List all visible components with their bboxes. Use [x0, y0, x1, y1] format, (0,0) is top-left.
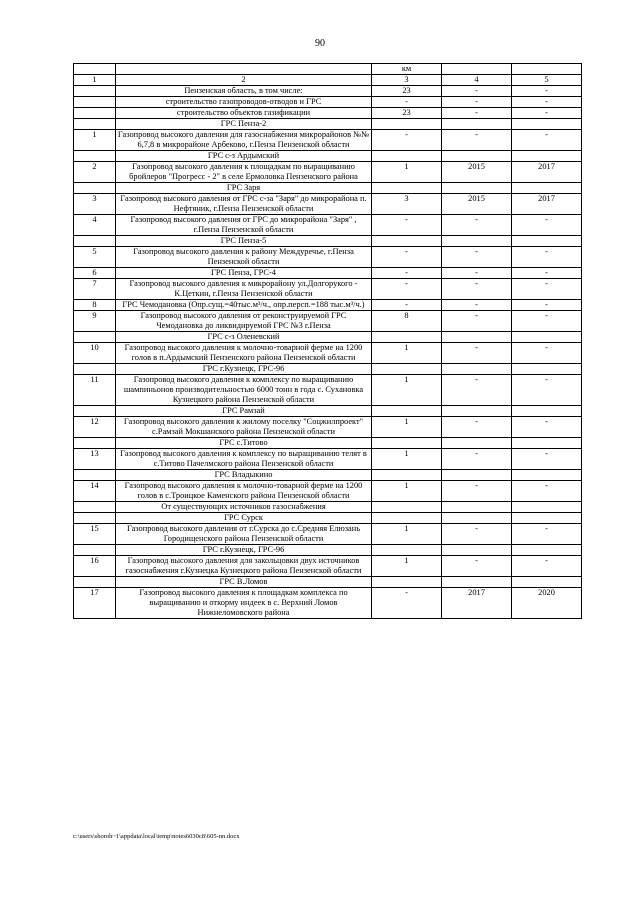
start-year: -	[442, 268, 512, 279]
length-km: -	[372, 268, 442, 279]
row-number	[74, 108, 116, 119]
start-year: -	[442, 524, 512, 545]
start-year: -	[442, 130, 512, 151]
section-title: ГРС с-з Оленевский	[116, 332, 372, 343]
table-row	[74, 247, 582, 268]
length-km: -	[372, 130, 442, 151]
object-name: Газопровод высокого давления для закольцовки двух источников газоснабжения г.Кузнецка Кузнецкого района Пензенской области	[116, 556, 372, 577]
end-year: -	[512, 86, 582, 97]
section-header-row	[74, 545, 582, 556]
end-year: -	[512, 417, 582, 438]
row-number: 10	[74, 343, 116, 364]
object-name: Газопровод высокого давления к жилому поселку "Соцжилпроект" с.Рамзай Мокшанского района Пензенской области	[116, 417, 372, 438]
end-year: -	[512, 108, 582, 119]
row-number: 6	[74, 268, 116, 279]
start-year: -	[442, 556, 512, 577]
table-row	[74, 343, 582, 364]
section-header-row	[74, 513, 582, 524]
table-row	[74, 97, 582, 108]
section-title: ГРС Пенза-2	[116, 119, 372, 130]
colnum-1: 1	[74, 75, 116, 86]
table-row	[74, 130, 582, 151]
row-number: 11	[74, 375, 116, 406]
section-header-row	[74, 470, 582, 481]
table-body	[74, 64, 582, 619]
row-number: 5	[74, 247, 116, 268]
start-year: -	[442, 343, 512, 364]
section-title: ГРС Владыкино	[116, 470, 372, 481]
section-title: ГРС Пенза-5	[116, 236, 372, 247]
table-row	[74, 279, 582, 300]
length-km: 3	[372, 194, 442, 215]
length-km: 23	[372, 108, 442, 119]
length-km: 1	[372, 417, 442, 438]
end-year: -	[512, 343, 582, 364]
table-row	[74, 588, 582, 619]
unit-header-row	[74, 64, 582, 75]
start-year: -	[442, 449, 512, 470]
object-name: Газопровод высокого давления от реконструируемой ГРС Чемодановка до ликвидируемой ГРС №3 г.Пенза	[116, 311, 372, 332]
start-year: 2015	[442, 194, 512, 215]
unit-cell: км	[372, 64, 442, 75]
end-year: -	[512, 311, 582, 332]
section-title: ГРС Сурск	[116, 513, 372, 524]
object-name: Пензенская область, в том числе:	[116, 86, 372, 97]
row-number: 13	[74, 449, 116, 470]
section-title: ГРС Рамзай	[116, 406, 372, 417]
object-name: Газопровод высокого давления к району Междуречье, г.Пенза Пензенской области	[116, 247, 372, 268]
start-year: -	[442, 86, 512, 97]
object-name: Газопровод высокого давления к комплексу по выращиванию телят в с.Титово Пачелмского района Пензенской области	[116, 449, 372, 470]
end-year: -	[512, 279, 582, 300]
row-number: 17	[74, 588, 116, 619]
section-title: ГРС Заря	[116, 183, 372, 194]
colnum-2: 2	[116, 75, 372, 86]
length-km: 1	[372, 481, 442, 502]
start-year: -	[442, 300, 512, 311]
length-km: 1	[372, 524, 442, 545]
section-header-row	[74, 577, 582, 588]
table-row	[74, 311, 582, 332]
end-year: -	[512, 130, 582, 151]
length-km: 1	[372, 449, 442, 470]
table-row	[74, 524, 582, 545]
object-name: Газопровод высокого давления к молочно-товарной ферме на 1200 голов в с.Троицкое Каменского района Пензенской области	[116, 481, 372, 502]
start-year: -	[442, 481, 512, 502]
length-km: -	[372, 247, 442, 268]
start-year: -	[442, 215, 512, 236]
end-year: -	[512, 524, 582, 545]
row-number: 12	[74, 417, 116, 438]
section-header-row	[74, 438, 582, 449]
table-row	[74, 268, 582, 279]
end-year: -	[512, 556, 582, 577]
table-row	[74, 417, 582, 438]
object-name: Газопровод высокого давления к площадкам комплекса по выращиванию и откорму индеек в с. Верхний Ломов Нижнеломовского района	[116, 588, 372, 619]
section-header-row	[74, 119, 582, 130]
page-number: 90	[315, 38, 325, 49]
row-number	[74, 97, 116, 108]
end-year: -	[512, 268, 582, 279]
start-year: -	[442, 311, 512, 332]
object-name: Газопровод высокого давления от ГРС с-за "Заря" до микрорайона п. Нефтяник, г.Пенза Пензенской области	[116, 194, 372, 215]
column-number-row	[74, 75, 582, 86]
start-year: -	[442, 417, 512, 438]
table-row	[74, 215, 582, 236]
section-title: ГРС г.Кузнецк, ГРС-96	[116, 545, 372, 556]
document-path: c:\users\shoroh~1\appdata\local\temp\notes6030c8\605-nn.docx	[73, 833, 240, 840]
object-name: Газопровод высокого давления к микрорайону ул.Долгорукого - К.Цеткин, г.Пенза Пензенской области	[116, 279, 372, 300]
start-year: -	[442, 108, 512, 119]
table-row	[74, 86, 582, 97]
row-number: 7	[74, 279, 116, 300]
section-title: ГРС с.Титово	[116, 438, 372, 449]
end-year: -	[512, 300, 582, 311]
end-year: -	[512, 247, 582, 268]
start-year: 2017	[442, 588, 512, 619]
object-name: Газопровод высокого давления для газоснабжения микрорайонов №№ 6,7,8 в микрорайоне Арбеково, г.Пенза Пензенской области	[116, 130, 372, 151]
start-year: -	[442, 375, 512, 406]
end-year: -	[512, 97, 582, 108]
section-header-row	[74, 406, 582, 417]
end-year: 2017	[512, 194, 582, 215]
object-name: Газопровод высокого давления к молочно-товарной ферме на 1200 голов в п.Ардымский Пензенского района Пензенской области	[116, 343, 372, 364]
gas-pipeline-table	[73, 63, 582, 619]
row-number: 9	[74, 311, 116, 332]
length-km: 23	[372, 86, 442, 97]
object-name: Газопровод высокого давления от г.Сурска до с.Средняя Елюзань Городищенского района Пензенской области	[116, 524, 372, 545]
end-year: -	[512, 481, 582, 502]
table-row	[74, 375, 582, 406]
length-km: -	[372, 97, 442, 108]
object-name: строительство газопроводов-отводов и ГРС	[116, 97, 372, 108]
row-number: 15	[74, 524, 116, 545]
row-number: 16	[74, 556, 116, 577]
start-year: 2015	[442, 162, 512, 183]
length-km: -	[372, 300, 442, 311]
section-header-row	[74, 151, 582, 162]
object-name: строительство объектов газификации	[116, 108, 372, 119]
start-year: -	[442, 97, 512, 108]
start-year: -	[442, 247, 512, 268]
length-km: 1	[372, 556, 442, 577]
length-km: -	[372, 588, 442, 619]
section-header-row	[74, 183, 582, 194]
start-year: -	[442, 279, 512, 300]
colnum-5: 5	[512, 75, 582, 86]
end-year: -	[512, 375, 582, 406]
length-km: -	[372, 215, 442, 236]
row-number: 4	[74, 215, 116, 236]
object-name: ГРС Пенза, ГРС-4	[116, 268, 372, 279]
object-name: ГРС Чемодановка (Опр.сущ.=40тыс.м³/ч., опр.персп.=188 тыс.м³/ч.)	[116, 300, 372, 311]
section-title: ГРС г.Кузнецк, ГРС-96	[116, 364, 372, 375]
end-year: -	[512, 215, 582, 236]
table-row	[74, 481, 582, 502]
section-title: ГРС В.Ломов	[116, 577, 372, 588]
section-title: От существующих источников газоснабжения	[116, 502, 372, 513]
table-row	[74, 556, 582, 577]
table-row	[74, 162, 582, 183]
section-header-row	[74, 332, 582, 343]
colnum-3: 3	[372, 75, 442, 86]
row-number: 1	[74, 130, 116, 151]
length-km: 1	[372, 343, 442, 364]
table-row	[74, 194, 582, 215]
length-km: 1	[372, 375, 442, 406]
section-header-row	[74, 236, 582, 247]
row-number: 3	[74, 194, 116, 215]
table-row	[74, 108, 582, 119]
row-number: 8	[74, 300, 116, 311]
object-name: Газопровод высокого давления к площадкам по выращиванию бройлеров "Прогресс - 2" в селе Ермоловка Пензенского района	[116, 162, 372, 183]
section-header-row	[74, 364, 582, 375]
end-year: 2017	[512, 162, 582, 183]
length-km: 1	[372, 162, 442, 183]
section-header-row	[74, 502, 582, 513]
length-km: -	[372, 279, 442, 300]
row-number	[74, 86, 116, 97]
length-km: 8	[372, 311, 442, 332]
table-row	[74, 449, 582, 470]
object-name: Газопровод высокого давления к комплексу по выращиванию шампиньонов производительностью 6000 тонн в года с. Сухановка Кузнецкого района Пензенской области	[116, 375, 372, 406]
row-number: 14	[74, 481, 116, 502]
row-number: 2	[74, 162, 116, 183]
section-title: ГРС с-з Ардымский	[116, 151, 372, 162]
end-year: 2020	[512, 588, 582, 619]
end-year: -	[512, 449, 582, 470]
object-name: Газопровод высокого давления от ГРС до микрорайона "Заря" , г.Пенза Пензенской области	[116, 215, 372, 236]
table-row	[74, 300, 582, 311]
colnum-4: 4	[442, 75, 512, 86]
